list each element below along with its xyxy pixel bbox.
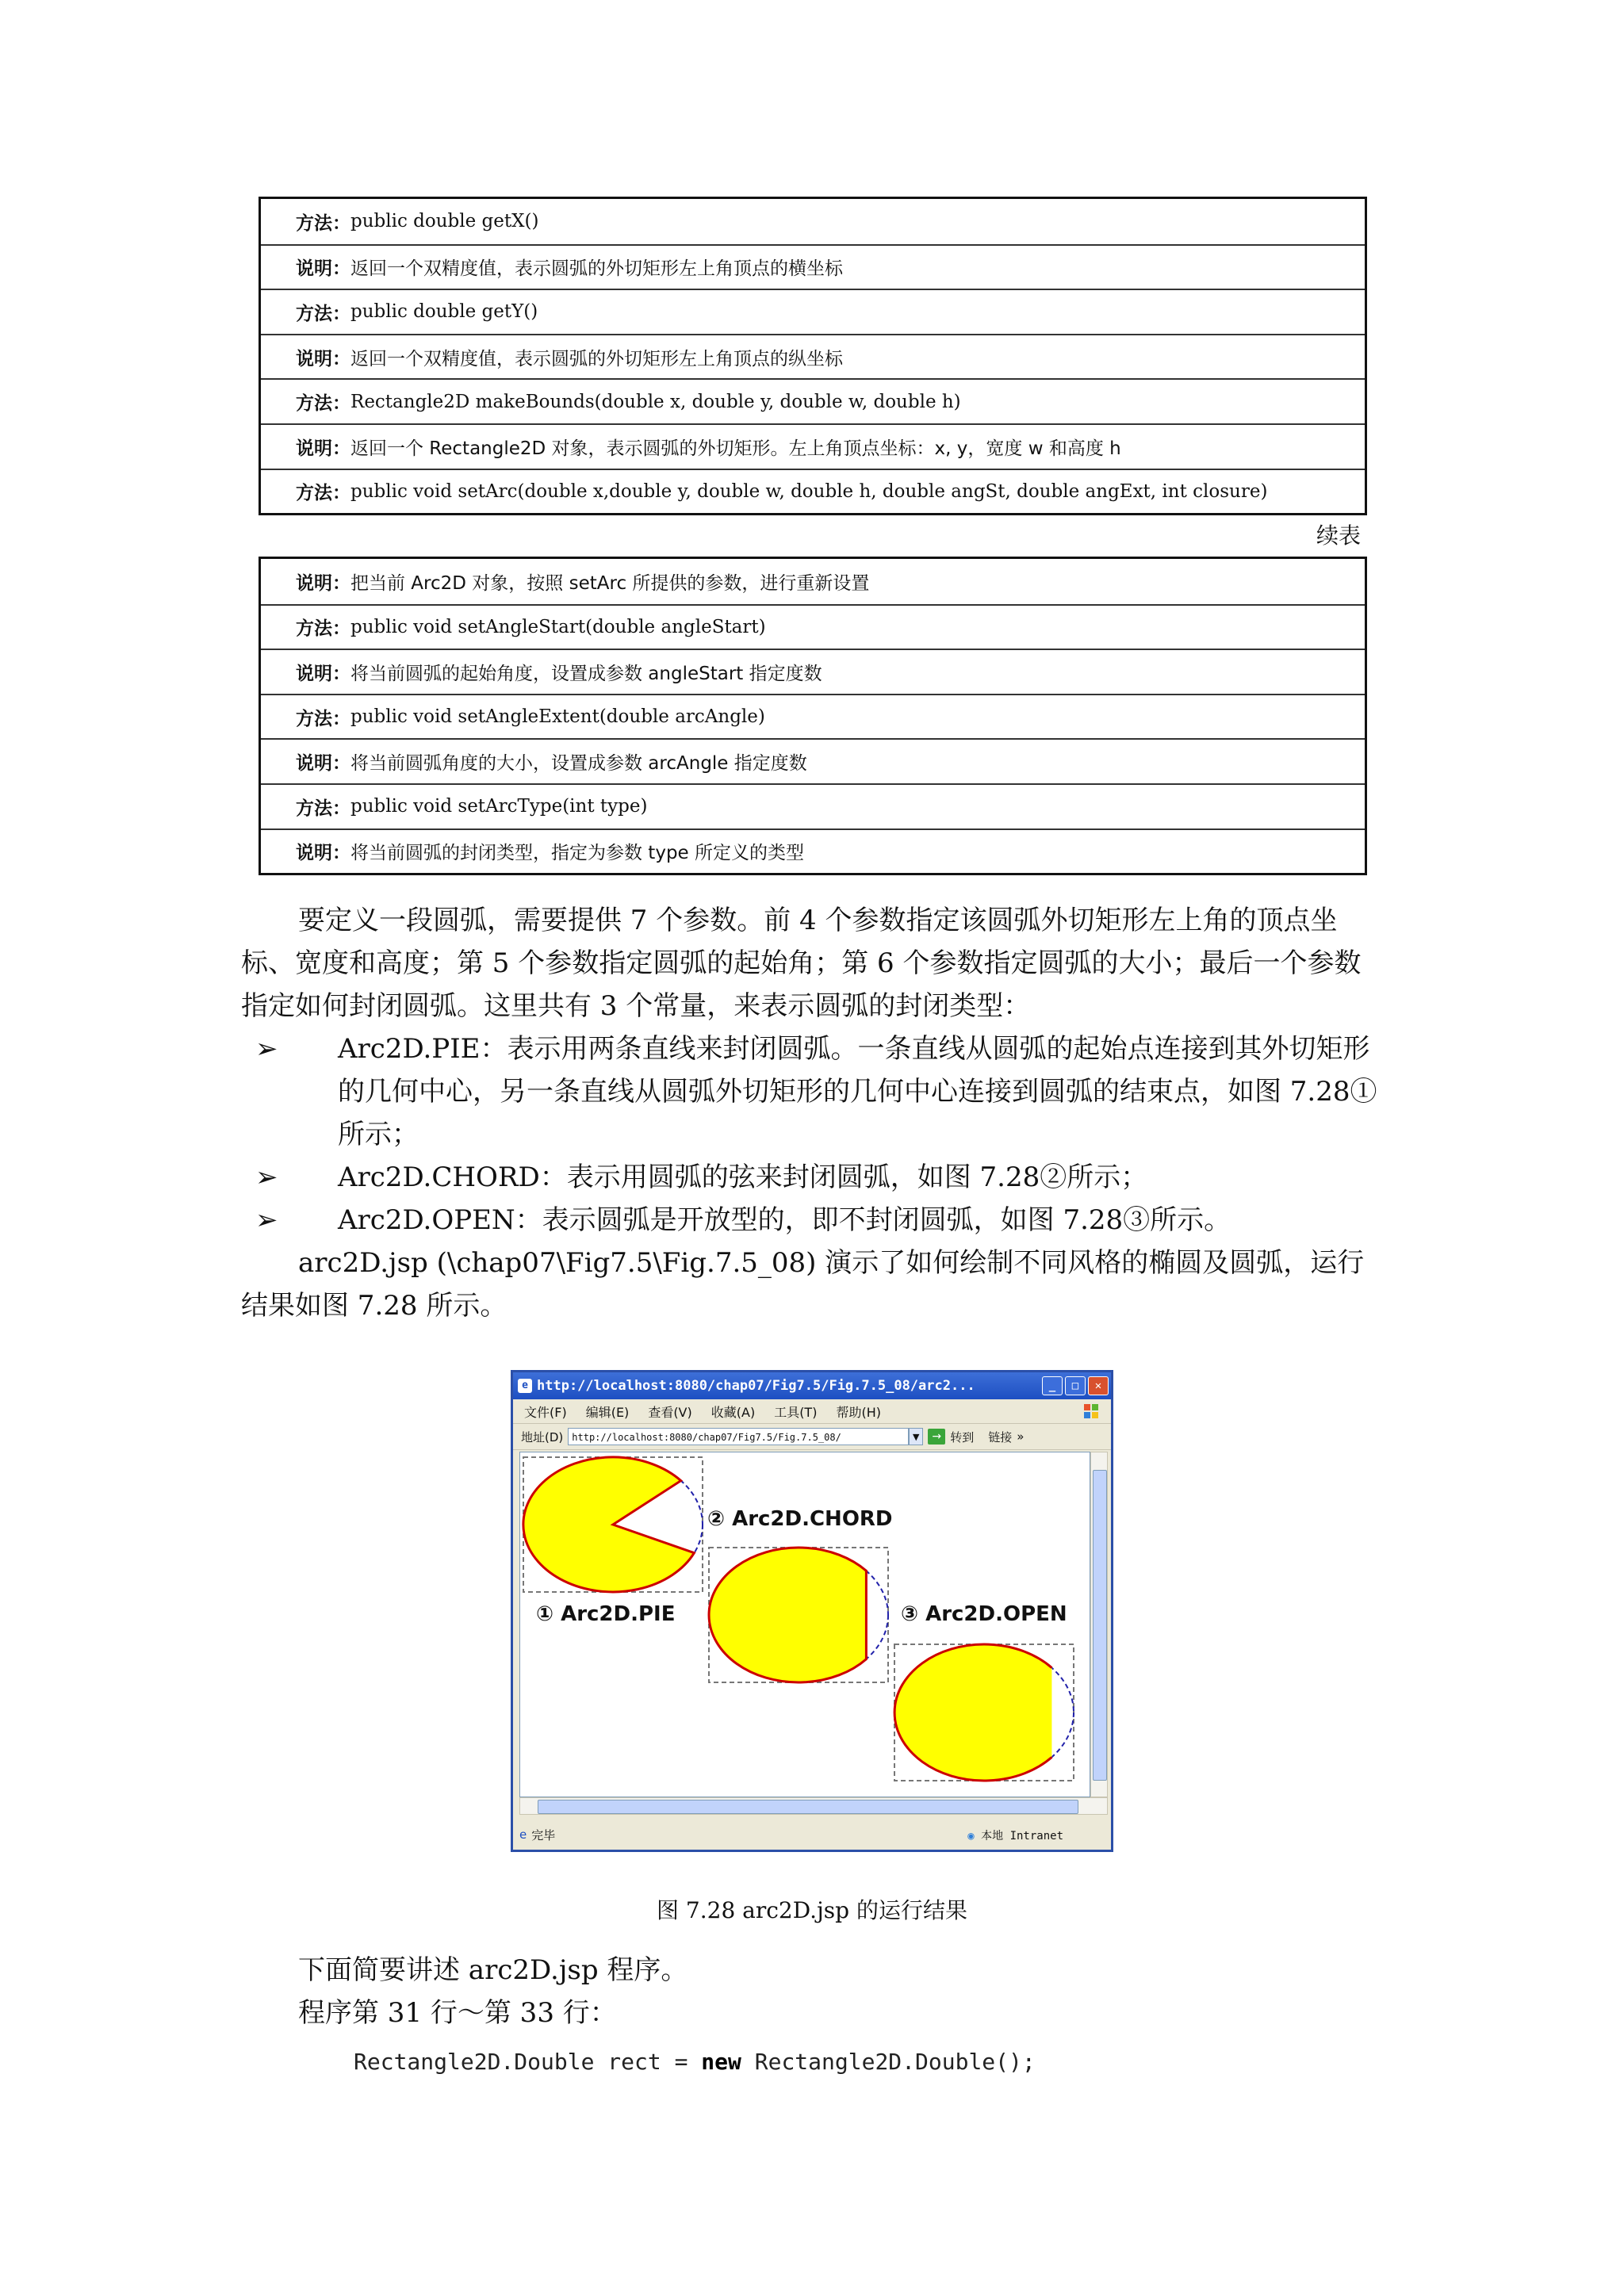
list-item: ➢ Arc2D.OPEN：表示圆弧是开放型的，即不封闭圆弧，如图 7.28③所示。 (297, 1199, 1386, 1242)
intranet-icon: ◉ (967, 1830, 975, 1843)
windows-logo-icon (1082, 1402, 1100, 1420)
method-table-2 (259, 557, 1367, 875)
more-icon[interactable]: » (1017, 1429, 1025, 1444)
arc-drawing (520, 1452, 1090, 1797)
ie-icon: e (518, 1379, 532, 1393)
horizontal-scrollbar[interactable] (519, 1797, 1108, 1815)
arrow-bullet-icon: ➢ (255, 1161, 278, 1193)
paragraph-lines: 程序第 31 行～第 33 行： (298, 1997, 617, 2029)
code-line: Rectangle2D.Double rect = new Rectangle2D.Double(); (354, 2049, 1036, 2075)
table-row: 说明： 把当前 Arc2D 对象，按照 setArc 所提供的参数，进行重新设置 (296, 572, 870, 594)
continued-label: 续表 (1316, 522, 1361, 549)
go-arrow-icon[interactable]: → (928, 1429, 945, 1445)
menu-tools[interactable]: 工具(T) (774, 1404, 818, 1420)
open-label: ③ Arc2D.OPEN (901, 1602, 1067, 1626)
address-bar (513, 1424, 1111, 1450)
table-row: 方法： public double getX() (296, 211, 539, 234)
table-row: 方法： public void setArc(double x,double y, double w, double h, double angSt, double angExt, int closure) (261, 469, 1365, 514)
chevron-down-icon[interactable]: ▼ (909, 1428, 923, 1445)
minimize-icon[interactable]: _ (1042, 1376, 1063, 1395)
browser-screenshot (511, 1370, 1113, 1852)
table-row: 方法： public void setArcType(int type) (261, 783, 1365, 828)
arrow-bullet-icon: ➢ (255, 1033, 278, 1065)
menu-bar (513, 1399, 1111, 1424)
table-row: 方法： public void setAngleExtent(double arcAngle) (261, 694, 1365, 739)
address-input[interactable]: http://localhost:8080/chap07/Fig7.5/Fig.7.5_08/ (568, 1428, 909, 1445)
scroll-thumb[interactable] (538, 1800, 1078, 1814)
chord-label: ② Arc2D.CHORD (707, 1507, 893, 1531)
page-canvas (519, 1452, 1090, 1797)
pie-arc-shape (523, 1457, 694, 1592)
menu-view[interactable]: 查看(V) (648, 1404, 692, 1420)
window-title: http://localhost:8080/chap07/Fig7.5/Fig.7.5_08/arc2... (537, 1378, 975, 1394)
menu-file[interactable]: 文件(F) (524, 1404, 567, 1420)
status-bar (513, 1821, 1111, 1848)
list-item: ➢ Arc2D.PIE：表示用两条直线来封闭圆弧。一条直线从圆弧的起始点连接到其外切矩形的几何中心，另一条直线从圆弧外切矩形的几何中心连接到圆弧的结束点，如图 7.28①所示； (297, 1027, 1386, 1156)
paragraph-intro: 要定义一段圆弧，需要提供 7 个参数。前 4 个参数指定该圆弧外切矩形左上角的顶点坐标、宽度和高度；第 5 个参数指定圆弧的起始角；第 6 个参数指定圆弧的大小；最后一个参数指定如何封闭圆弧。这里共有 3 个常量，来表示圆弧的封闭类型： (241, 905, 1362, 1022)
vertical-scrollbar[interactable] (1090, 1452, 1108, 1797)
table-row: 方法： public double getY() (261, 289, 1365, 334)
address-label: 地址(D) (521, 1429, 564, 1445)
figure-caption: 图 7.28 arc2D.jsp 的运行结果 (657, 1897, 967, 1923)
list-item: ➢ Arc2D.CHORD：表示用圆弧的弦来封闭圆弧，如图 7.28②所示； (297, 1156, 1386, 1199)
table-row: 说明： 将当前圆弧的封闭类型，指定为参数 type 所定义的类型 (261, 828, 1365, 874)
paragraph-summary: 下面简要讲述 arc2D.jsp 程序。 (298, 1954, 688, 1986)
close-icon[interactable]: ✕ (1088, 1376, 1109, 1395)
maximize-icon[interactable]: □ (1065, 1376, 1086, 1395)
status-text: 完毕 (531, 1827, 556, 1843)
open-arc-fill (894, 1644, 1051, 1781)
table-row: 方法： Rectangle2D makeBounds(double x, double y, double w, double h) (261, 378, 1365, 423)
bullet-list (255, 1027, 1386, 1242)
table-row: 方法： public void setAngleStart(double angleStart) (261, 604, 1365, 649)
arrow-bullet-icon: ➢ (255, 1204, 278, 1236)
pie-label: ① Arc2D.PIE (536, 1602, 676, 1626)
menu-favorites[interactable]: 收藏(A) (710, 1404, 756, 1420)
table-row: 说明： 将当前圆弧角度的大小，设置成参数 arcAngle 指定度数 (261, 738, 1365, 783)
menu-edit[interactable]: 编辑(E) (585, 1404, 630, 1420)
table-row: 说明： 返回一个双精度值，表示圆弧的外切矩形左上角顶点的横坐标 (261, 244, 1365, 289)
table-row: 说明： 返回一个 Rectangle2D 对象，表示圆弧的外切矩形。左上角顶点坐标：x, y，宽度 w 和高度 h (261, 423, 1365, 469)
page-done-icon: e (519, 1827, 527, 1842)
method-table-1 (259, 197, 1367, 515)
menu-help[interactable]: 帮助(H) (836, 1404, 881, 1420)
title-bar (513, 1372, 1111, 1399)
go-button[interactable]: 转到 (950, 1429, 975, 1445)
links-button[interactable]: 链接 (988, 1429, 1013, 1445)
scroll-thumb[interactable] (1093, 1470, 1107, 1781)
security-zone: ◉ 本地 Intranet (967, 1830, 1063, 1843)
table-row: 说明： 返回一个双精度值，表示圆弧的外切矩形左上角顶点的纵坐标 (261, 334, 1365, 379)
chord-arc-shape (709, 1548, 866, 1682)
table-row: 说明： 将当前圆弧的起始角度，设置成参数 angleStart 指定度数 (261, 649, 1365, 694)
paragraph-demo: arc2D.jsp (\chap07\Fig7.5\Fig.7.5_08) 演示了如何绘制不同风格的椭圆及圆弧，运行结果如图 7.28 所示。 (241, 1247, 1365, 1322)
